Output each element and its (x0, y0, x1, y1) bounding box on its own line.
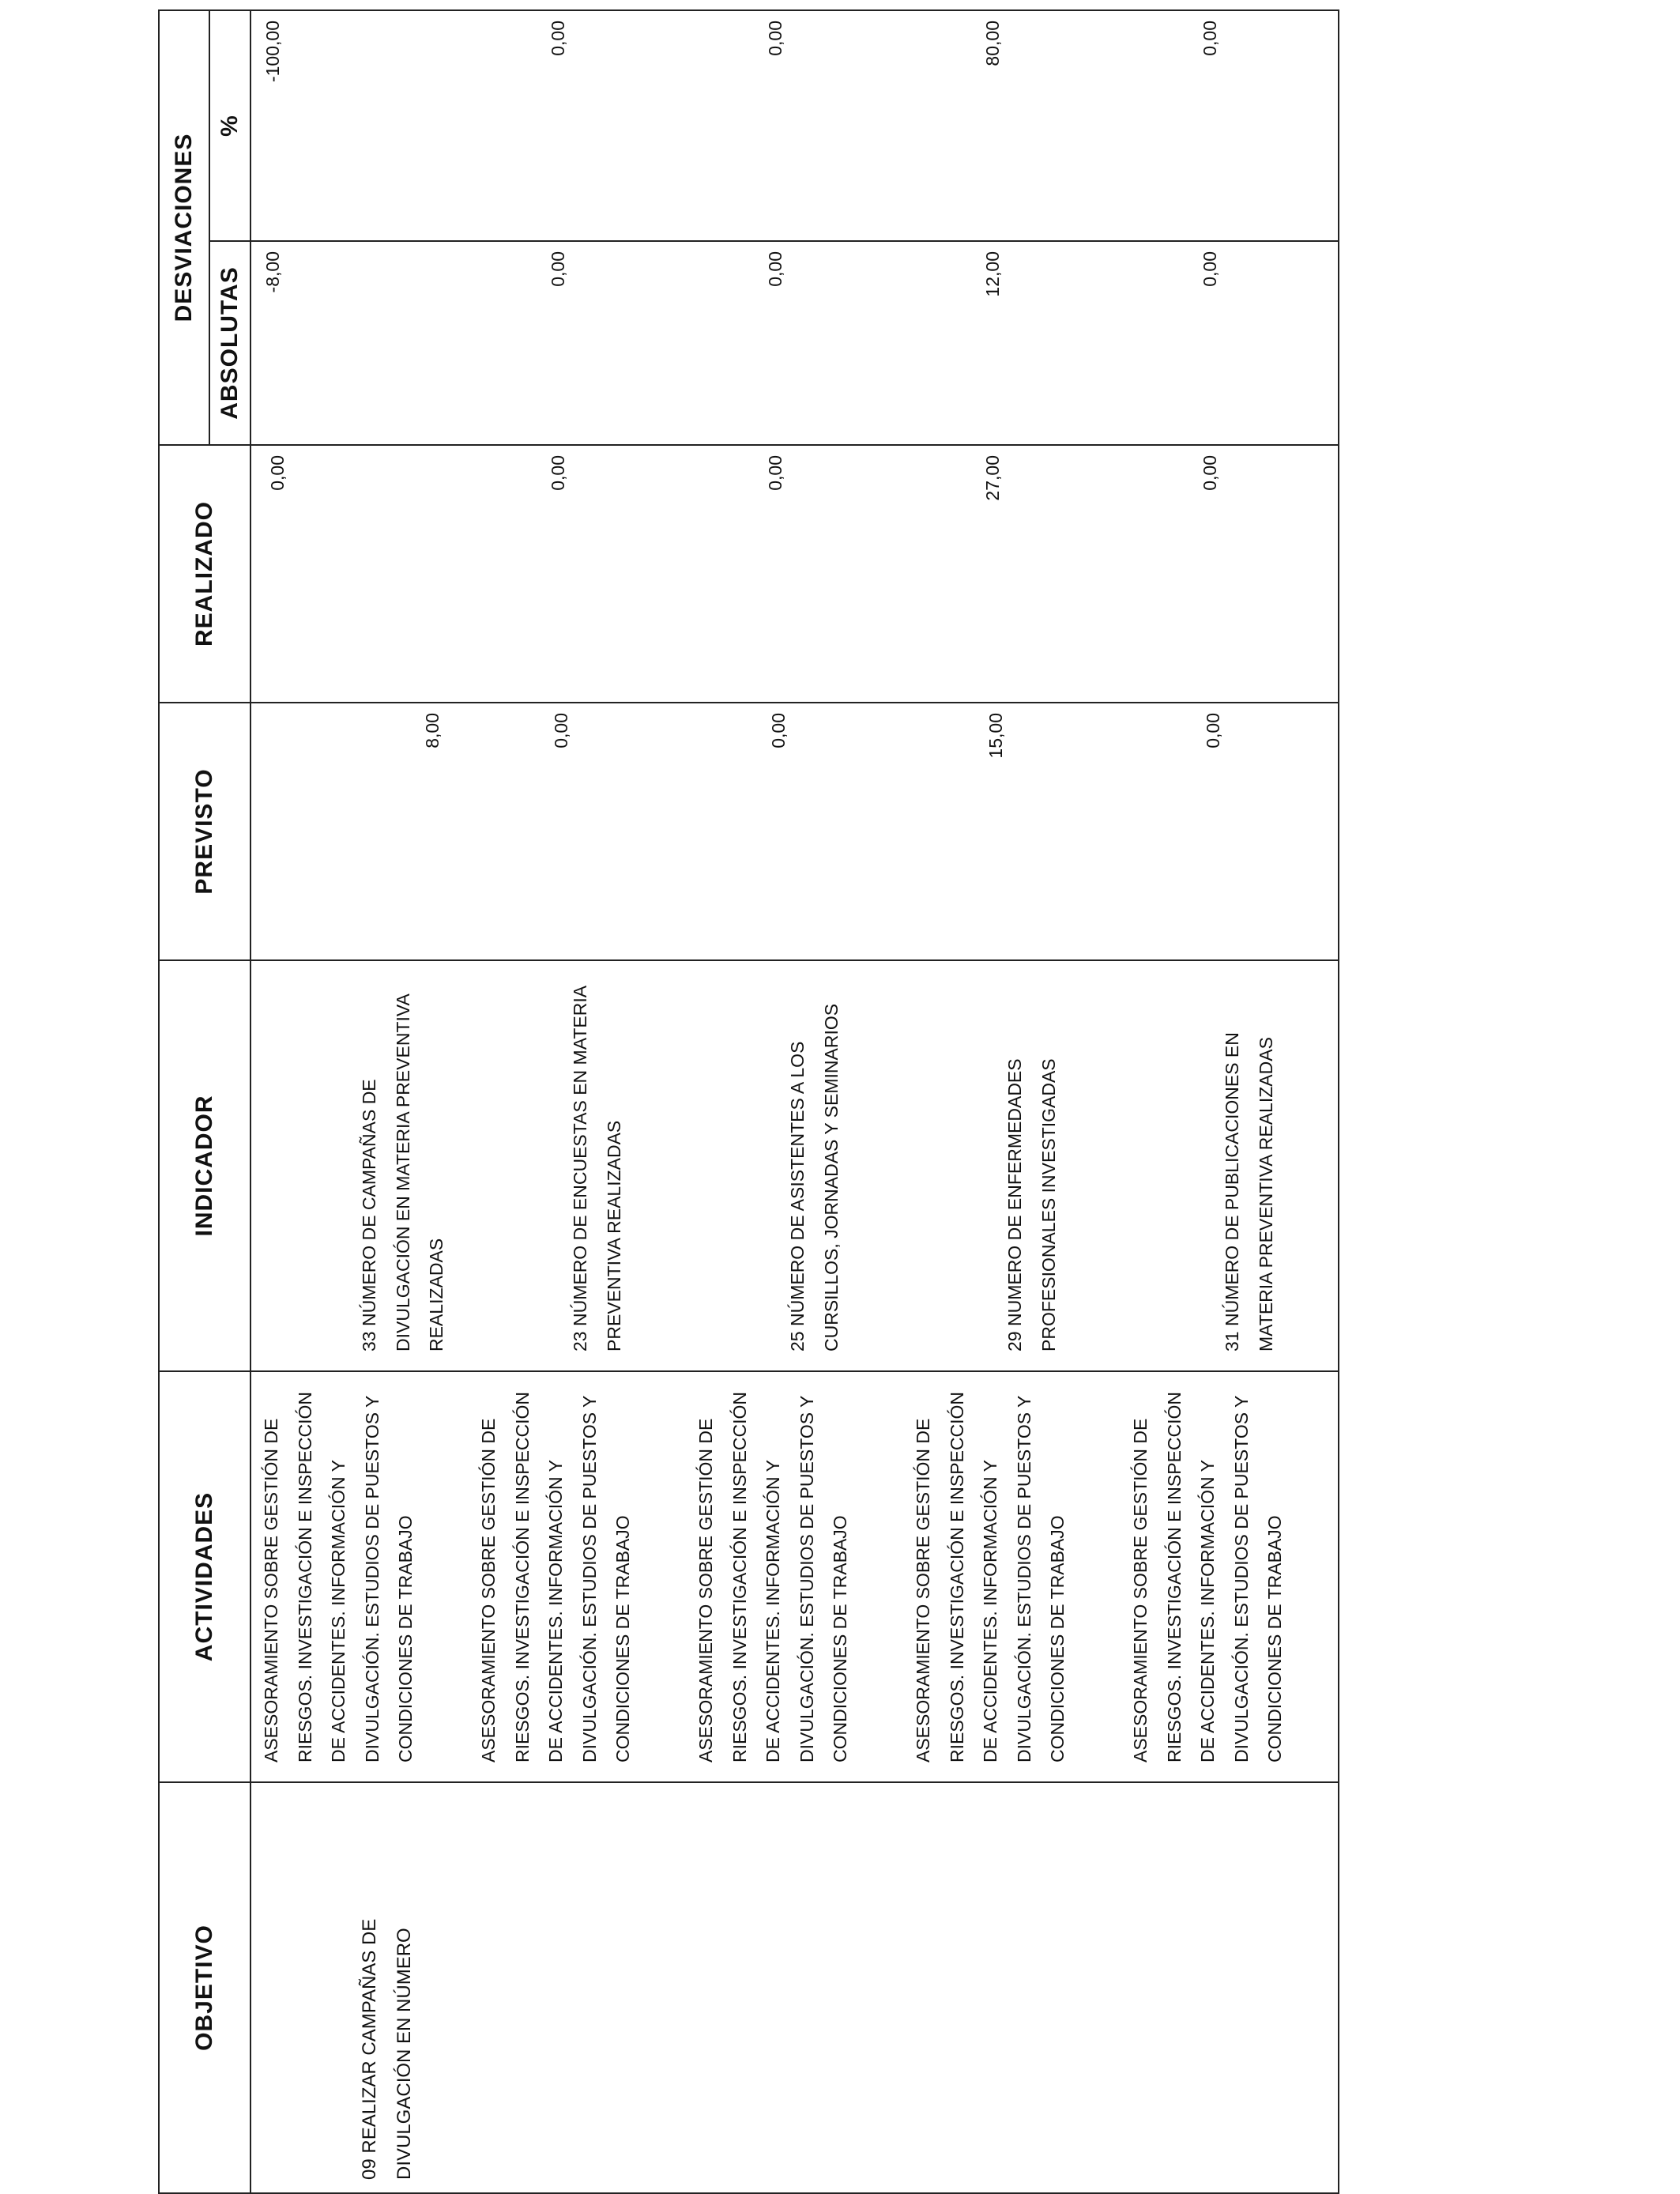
actividad-text: ASESORAMIENTO SOBRE GESTIÓN DE RIESGOS. INVESTIGACIÓN E INSPECCIÓN DE ACCIDENTES. INFORMACIÓN Y DIVULGACIÓN. ESTUDIOS DE PUESTOS Y CONDICIONES DE TRABAJO (261, 1391, 416, 1762)
realizado-value: 0,00 (686, 445, 903, 703)
header-absolutas: ABSOLUTAS (209, 241, 250, 445)
indicador-cell: 23 NÚMERO DE ENCUESTAS EN MATERIA PREVENTIVA REALIZADAS (469, 960, 686, 1371)
porcentaje-value: 0,00 (469, 10, 686, 241)
absolutas-value: -8,00 (250, 241, 469, 445)
absolutas-value: 12,00 (903, 241, 1121, 445)
header-desviaciones: DESVIACIONES (159, 10, 209, 445)
porcentaje-value: 0,00 (686, 10, 903, 241)
header-previsto: PREVISTO (159, 703, 250, 960)
realizado-value: 0,00 (1121, 445, 1339, 703)
header-porcentaje: % (209, 10, 250, 241)
header-indicador: INDICADOR (159, 960, 250, 1371)
actividad-text: ASESORAMIENTO SOBRE GESTIÓN DE RIESGOS. INVESTIGACIÓN E INSPECCIÓN DE ACCIDENTES. INFORMACIÓN Y DIVULGACIÓN. ESTUDIOS DE PUESTOS Y CONDICIONES DE TRABAJO (912, 1391, 1068, 1762)
absolutas-value: 0,00 (469, 241, 686, 445)
previsto-value: 0,00 (1121, 703, 1339, 960)
previsto-value: 15,00 (903, 703, 1121, 960)
actividad-text: ASESORAMIENTO SOBRE GESTIÓN DE RIESGOS. INVESTIGACIÓN E INSPECCIÓN DE ACCIDENTES. INFORMACIÓN Y DIVULGACIÓN. ESTUDIOS DE PUESTOS Y CONDICIONES DE TRABAJO (1129, 1391, 1286, 1762)
actividad-cell (469, 1371, 686, 1782)
header-realizado: REALIZADO (159, 445, 250, 703)
absolutas-value: 0,00 (686, 241, 903, 445)
actividad-cell (903, 1371, 1121, 1782)
indicators-table (158, 9, 1339, 2194)
porcentaje-value: 80,00 (903, 10, 1121, 241)
actividad-cell (1121, 1371, 1339, 1782)
absolutas-value: 0,00 (1121, 241, 1339, 445)
realizado-value: 0,00 (250, 445, 469, 703)
actividad-cell (686, 1371, 903, 1782)
porcentaje-value: -100,00 (250, 10, 469, 241)
actividad-text: ASESORAMIENTO SOBRE GESTIÓN DE RIESGOS. INVESTIGACIÓN E INSPECCIÓN DE ACCIDENTES. INFORMACIÓN Y DIVULGACIÓN. ESTUDIOS DE PUESTOS Y CONDICIONES DE TRABAJO (478, 1391, 634, 1762)
indicador-cell: 25 NÚMERO DE ASISTENTES A LOS CURSILLOS, JORNADAS Y SEMINARIOS (686, 960, 903, 1371)
indicador-cell: 29 NUMERO DE ENFERMEDADES PROFESIONALES INVESTIGADAS (903, 960, 1121, 1371)
header-actividades: ACTIVIDADES (159, 1371, 250, 1782)
indicador-cell: 31 NÚMERO DE PUBLICACIONES EN MATERIA PREVENTIVA REALIZADAS (1121, 960, 1339, 1371)
header-objetivo: OBJETIVO (159, 1782, 250, 2193)
porcentaje-value: 0,00 (1121, 10, 1339, 241)
actividad-cell (250, 1371, 469, 1782)
realizado-value: 27,00 (903, 445, 1121, 703)
indicador-cell: 33 NÚMERO DE CAMPAÑAS DE DIVULGACIÓN EN MATERIA PREVENTIVA REALIZADAS (250, 960, 469, 1371)
previsto-value: 0,00 (469, 703, 686, 960)
rotated-report-sheet (158, 11, 1339, 2194)
objetivo-cell: 09 REALIZAR CAMPAÑAS DE DIVULGACIÓN EN NÚMERO (250, 1782, 1339, 2193)
realizado-value: 0,00 (469, 445, 686, 703)
previsto-value: 8,00 (250, 703, 469, 960)
previsto-value: 0,00 (686, 703, 903, 960)
actividad-text: ASESORAMIENTO SOBRE GESTIÓN DE RIESGOS. INVESTIGACIÓN E INSPECCIÓN DE ACCIDENTES. INFORMACIÓN Y DIVULGACIÓN. ESTUDIOS DE PUESTOS Y CONDICIONES DE TRABAJO (695, 1391, 851, 1762)
